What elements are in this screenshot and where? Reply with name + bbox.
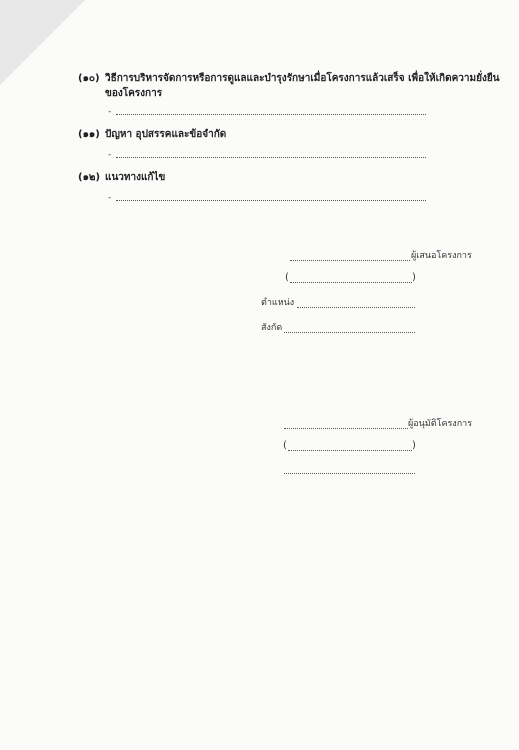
approver-name-line[interactable] — [288, 450, 412, 451]
section-10-bullet: - — [108, 107, 112, 117]
approver-paren-open: ( — [283, 440, 287, 451]
page-fold-corner — [0, 0, 85, 85]
section-11-number: (๑๑) — [78, 129, 100, 140]
approver-signature-line[interactable] — [284, 428, 408, 429]
proposer-name-line[interactable] — [290, 282, 412, 283]
section-10-number: (๑๐) — [78, 73, 100, 84]
section-10-title-continued: ของโครงการ — [105, 88, 163, 99]
section-11-heading — [78, 128, 226, 142]
section-10-title: วิธีการบริหารจัดการหรือการดูแลและบำรุงรักษาเมื่อโครงการแล้วเสร็จ เพื่อให้เกิดความยั่งยืน — [105, 73, 500, 84]
approver-paren-close: ) — [412, 440, 416, 451]
section-12-heading — [78, 171, 165, 185]
section-11-title: ปัญหา อุปสรรคและข้อจำกัด — [105, 129, 227, 140]
proposer-paren-open: ( — [285, 272, 289, 283]
proposer-position-label: ตำแหน่ง — [261, 298, 295, 308]
section-11-answer-line[interactable] — [116, 157, 426, 158]
proposer-affiliation-line[interactable] — [284, 332, 415, 333]
proposer-signature-line[interactable] — [290, 260, 410, 261]
section-10-heading — [78, 72, 500, 86]
proposer-paren-close: ) — [412, 272, 416, 283]
proposer-position-line[interactable] — [297, 307, 415, 308]
section-12-number: (๑๒) — [78, 172, 101, 183]
approver-role-label: ผู้อนุมัติโครงการ — [408, 419, 473, 429]
section-12-bullet: - — [108, 193, 112, 203]
proposer-role-label: ผู้เสนอโครงการ — [411, 251, 472, 261]
section-10-answer-line[interactable] — [116, 114, 426, 115]
approver-position-line[interactable] — [284, 473, 415, 474]
proposer-affiliation-label: สังกัด — [261, 323, 283, 333]
section-12-title: แนวทางแก้ไข — [105, 172, 166, 183]
section-11-bullet: - — [108, 150, 112, 160]
section-12-answer-line[interactable] — [116, 200, 426, 201]
